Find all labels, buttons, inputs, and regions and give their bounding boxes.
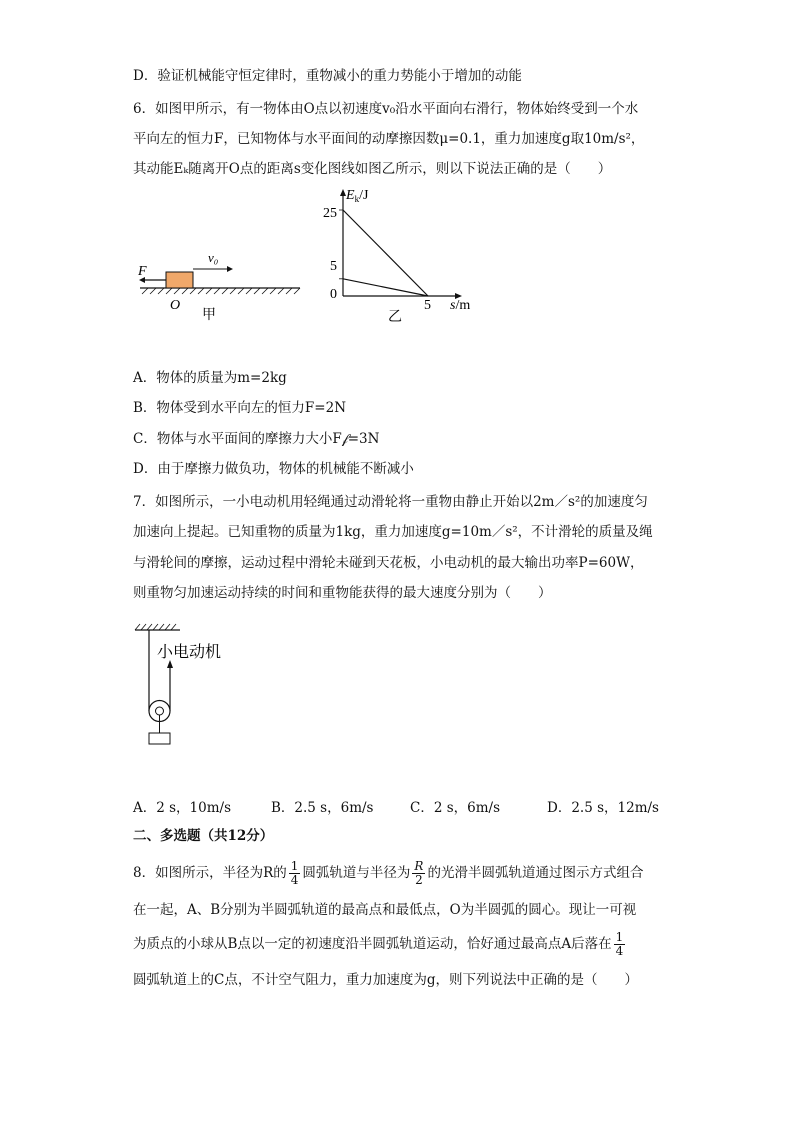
q7-option-a: A．2 s，10m/s: [133, 800, 232, 816]
q6-option-c: C．物体与水平面间的摩擦力大小F𝒻=3N: [133, 431, 380, 447]
ceiling-hatching: [135, 624, 176, 630]
origin-zero: 0: [330, 287, 337, 302]
motor-label: 小电动机: [157, 644, 222, 661]
frac-num: 1: [290, 859, 299, 873]
pulley-figure: [125, 618, 245, 748]
q7-option-d: D．2.5 s，12m/s: [547, 800, 659, 816]
rope-arrowhead: [167, 660, 173, 668]
figure-yi-chart: [320, 185, 490, 325]
force-label: F: [138, 264, 147, 279]
weight-block: [149, 733, 170, 744]
q7-stem-line2: 加速向上提起。已知重物的质量为1kg，重力加速度g=10m／s²，不计滑轮的质量及绳: [133, 524, 653, 540]
q8-stem-line3: [133, 931, 627, 958]
section-heading: 二、多选题（共12分）: [133, 828, 274, 844]
pulley-inner: [156, 707, 164, 715]
y-axis-label: $E_k/J$: [346, 188, 369, 204]
caption-yi: 乙: [388, 310, 402, 325]
y-tick-5: 5: [330, 259, 337, 274]
q6-option-a: A．物体的质量为m=2kg: [133, 370, 287, 386]
frac-den: 2: [415, 873, 423, 887]
q7-option-b: B．2.5 s，6m/s: [271, 800, 374, 816]
q8-l1-b: 圆弧轨道与半径为: [302, 865, 411, 881]
fraction-quarter: [289, 860, 301, 887]
velocity-label: v₀: [208, 250, 219, 265]
x-tick-5: 5: [424, 298, 431, 313]
q6-stem-line1: 6．如图甲所示，有一物体由O点以初速度v₀沿水平面向右滑行，物体始终受到一个水: [133, 101, 639, 117]
q8-l1-c: 的光滑半圆弧轨道通过图示方式组合: [427, 865, 644, 881]
q8-l3-a: 为质点的小球从B点以一定的初速度沿半圆弧轨道运动，恰好通过最高点A后落在: [133, 936, 612, 952]
frac-num: 1: [615, 930, 624, 944]
q8-stem-line4: 圆弧轨道上的C点，不计空气阻力，重力加速度为g，则下列说法中正确的是（ ）: [133, 972, 638, 988]
caption-jia: 甲: [202, 308, 216, 323]
q7-stem-line1: 7．如图所示，一小电动机用轻绳通过动滑轮将一重物由静止开始以2m／s²的加速度匀: [133, 494, 648, 510]
q7-stem-line4: 则重物匀加速运动持续的时间和重物能获得的最大速度分别为（ ）: [133, 585, 552, 601]
y-tick-25: 25: [323, 206, 337, 221]
frac-num: R: [414, 859, 424, 873]
figure-jia: [130, 245, 310, 325]
velocity-arrowhead: [227, 266, 233, 272]
series-line-shallow: [343, 279, 428, 296]
frac-den: 4: [290, 873, 299, 887]
x-axis-label: s/m: [450, 298, 471, 313]
q8-l1-a: 8．如图所示，半径为R的: [133, 865, 287, 881]
series-line-steep: [343, 210, 428, 296]
fraction-r-half: [412, 860, 425, 887]
q8-stem-line2: 在一起，A、B分别为半圆弧轨道的最高点和最低点，O为半圆弧的圆心。现让一可视: [133, 902, 637, 918]
q5-option-d: D．验证机械能守恒定律时，重物减小的重力势能小于增加的动能: [133, 68, 522, 84]
q6-option-d: D．由于摩擦力做负功，物体的机械能不断减小: [133, 461, 414, 477]
fraction-quarter-2: [614, 931, 626, 958]
q6-stem-line3: 其动能Eₖ随离开O点的距离s变化图线如图乙所示，则以下说法正确的是（ ）: [133, 161, 612, 177]
ground-hatching: [142, 288, 300, 294]
q8-stem-line1: [133, 860, 643, 887]
origin-label: O: [170, 298, 181, 313]
frac-den: 4: [615, 944, 624, 958]
block: [166, 272, 193, 288]
q7-options: [133, 796, 693, 816]
q6-option-b: B．物体受到水平向左的恒力F=2N: [133, 400, 347, 416]
q7-stem-line3: 与滑轮间的摩擦，运动过程中滑轮未碰到天花板，小电动机的最大输出功率P=60W，: [133, 555, 644, 571]
q6-stem-line2: 平向左的恒力F，已知物体与水平面间的动摩擦因数μ=0.1，重力加速度g取10m/s²，: [133, 131, 645, 147]
q7-option-c: C．2 s，6m/s: [410, 800, 501, 816]
